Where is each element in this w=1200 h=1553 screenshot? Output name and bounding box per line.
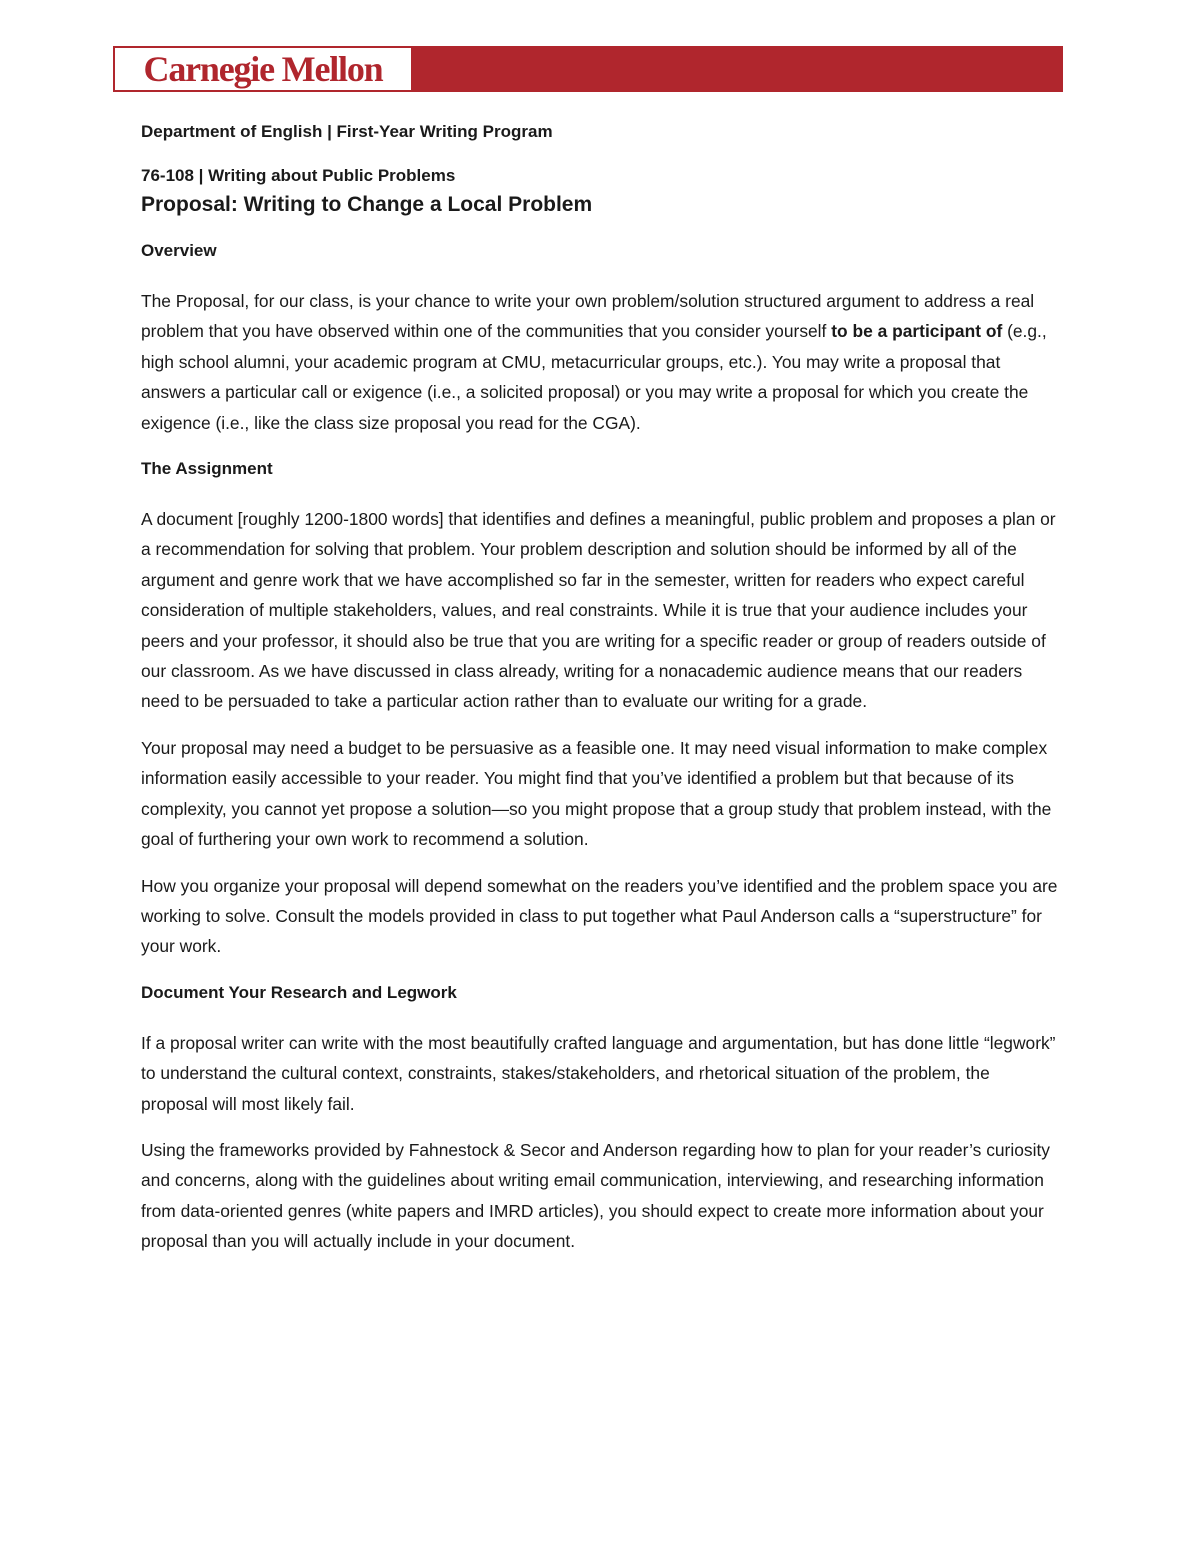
university-logo bbox=[115, 48, 411, 90]
document-title: Proposal: Writing to Change a Local Problem bbox=[141, 193, 593, 216]
overview-text-c: (e.g., high school alumni, your academic program at CMU, metacurricular groups, etc.). You may write a proposal that answers a particular call or exigence (i.e., a solicited proposal) or you may write a proposal for which you create the exigence (i.e., like the class size proposal you read for the CGA). bbox=[141, 321, 1047, 433]
overview-text-a: The Proposal, for our class, is your chance to write your own problem/solution structured argument to address a real problem that you have observed within one of the communities that you consider yourself bbox=[141, 291, 1035, 342]
department-line: Department of English | First-Year Writing Program bbox=[141, 122, 553, 141]
course-line: 76-108 | Writing about Public Problems bbox=[141, 166, 456, 185]
header-banner bbox=[113, 46, 1063, 92]
section-heading-research: Document Your Research and Legwork bbox=[141, 982, 457, 1002]
overview-paragraph bbox=[141, 286, 1061, 438]
logo-text: Carnegie Mellon bbox=[143, 49, 383, 89]
research-paragraph-2: Using the frameworks provided by Fahnestock & Secor and Anderson regarding how to plan for your reader’s curiosity and concerns, along with the guidelines about writing email communication, interviewing, and researching information from data-oriented genres (white papers and IMRD articles), you should expect to create more information about your proposal than you will actually include in your document. bbox=[141, 1139, 1050, 1252]
section-heading-overview: Overview bbox=[141, 241, 217, 260]
assignment-paragraph-1: A document [roughly 1200-1800 words] that identifies and defines a meaningful, public problem and proposes a plan or a recommendation for solving that problem. Your problem description and solution should be informed by all of the argument and genre work that we have accomplished so far in the semester, written for readers who expect careful consideration of multiple stakeholders, values, and real constraints. While it is true that your audience includes your peers and your professor, it should also be true that you are writing for a specific reader or group of readers outside of our classroom. As we have discussed in class already, writing for a nonacademic audience means that our readers need to be persuaded to take a particular action rather than to evaluate our writing for a grade. bbox=[141, 509, 1056, 712]
assignment-paragraph-3: How you organize your proposal will depend somewhat on the readers you’ve identified and the problem space you are working to solve. Consult the models provided in class to put together what Paul Anderson calls a “superstructure” for your work. bbox=[141, 875, 1058, 957]
overview-text-bold: to be a participant of bbox=[831, 321, 1003, 342]
section-heading-assignment: The Assignment bbox=[141, 459, 273, 479]
assignment-paragraph-2: Your proposal may need a budget to be persuasive as a feasible one. It may need visual information to make complex information easily accessible to your reader. You might find that you’ve identified a problem but that because of its complexity, you cannot yet propose a solution—so you might propose that a group study that problem instead, with the goal of furthering your own work to recommend a solution. bbox=[141, 737, 1052, 850]
document-body bbox=[141, 118, 1061, 1257]
research-paragraph-1: If a proposal writer can write with the most beautifully crafted language and argumentation, but has done little “legwork” to understand the cultural context, constraints, stakes/stakeholders, and rhetorical situation of the problem, the proposal will most likely fail. bbox=[141, 1032, 1056, 1114]
